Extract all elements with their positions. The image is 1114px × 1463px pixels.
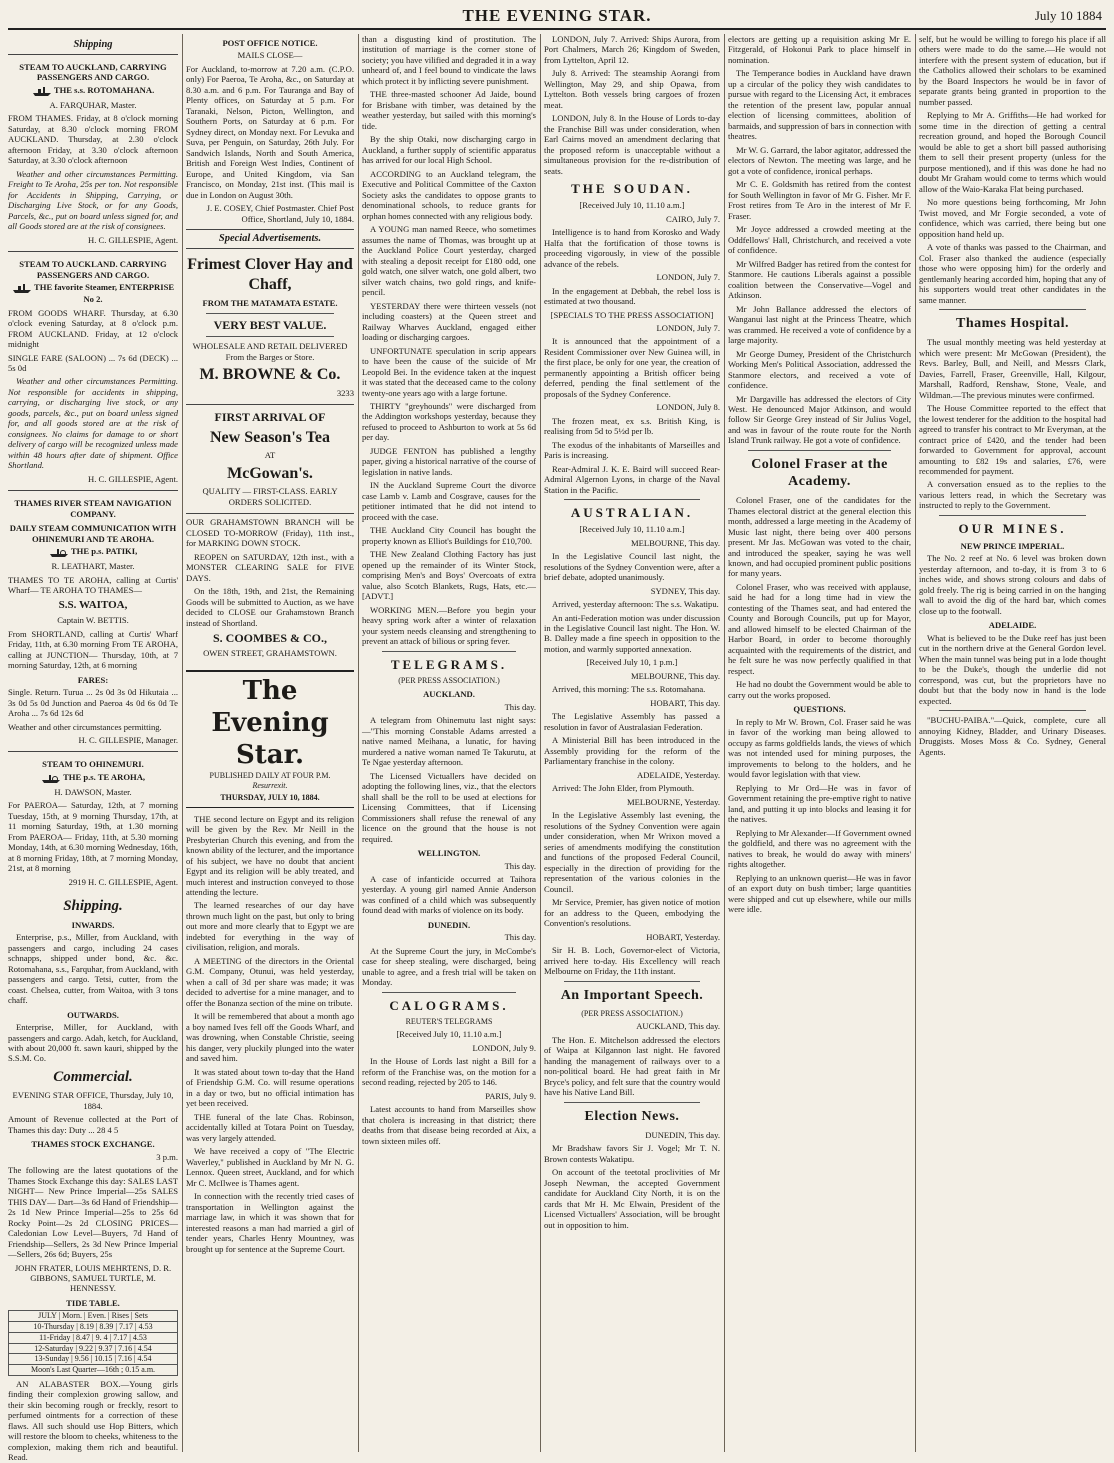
ad-title: STEAM TO AUCKLAND, CARRYING PASSENGERS AND CARGO. <box>19 61 167 83</box>
news-paragraph: Rear-Admiral J. K. E. Baird will succeed Rear-Admiral Algernon Lyons, in charge of the Naval Station in the Pacific. <box>544 463 720 495</box>
column-rule <box>358 34 359 1452</box>
news-paragraph: Mr Dargaville has addressed the electors of City West. He denounced Major Atkinson, and would follow Sir George Grey instead of Sir Julius Vogel, and was in favour of the route route for the North Island Trunk railway. He got a vote of confidence. <box>728 393 911 446</box>
mine-heading: ADELAIDE. <box>988 620 1037 631</box>
masthead-date: July 10 1884 <box>1034 8 1102 23</box>
outwards-text: Enterprise, Miller, for Auckland, with passengers and cargo. Adah, ketch, for Auckland, with about 20,000 ft. sawn kauri, shipped by the S.S.M. Co. <box>8 1022 178 1064</box>
ad-merchant: M. BROWNE & Co. <box>199 366 341 384</box>
dateline: LONDON, July 9. <box>472 1042 536 1053</box>
news-paragraph: A case of infanticide occurred at Taihora yesterday. A young girl named Annie Anderson was confined of a child which was subsequently found dead with marks of violence on its body. <box>362 874 536 916</box>
ad-schedule: For PAEROA— Saturday, 12th, at 7 morning Tuesday, 15th, at 9 morning Thursday, 17th, at 11 morning Saturday, 19th, at 1.30 morning From PAEROA— Friday, 11th, at 5.30 morning Monday, 14th, at 6.30 morning Wednesday, 16th, at 8 morning Friday, 18th, at 7 morning Monday, 21st, at 8 morning <box>8 800 178 874</box>
section-heading-important-speech: An Important Speech. <box>560 987 704 1003</box>
dateline: MELBOURNE, This day. <box>630 670 720 681</box>
news-paragraph: Mr C. E. Goldsmith has retired from the contest for South Wellington in favor of Mr G. Fisher. Mr F. Frost retires from Te Aro in the interest of Mr F. Fraser. <box>728 179 911 221</box>
ad-headline: New Season's Tea <box>209 428 331 446</box>
ad-number: 3233 <box>336 387 354 398</box>
ad-headline: Frimest Clover Hay and Chaff, <box>187 256 353 293</box>
dateline: ADELAIDE, Yesterday. <box>637 769 720 780</box>
ad-text: On the 18th, 19th, and 21st, the Remaining Goods will be submitted to Auction, as we have decided to CLOSE our Grahamstown Branch instead of Shortland. <box>186 586 354 628</box>
ad-address: OWEN STREET, GRAHAMSTOWN. <box>203 647 337 658</box>
dateline: DUNEDIN, This day. <box>645 1129 720 1140</box>
received-line: [Received July 10, 11.10 a.m.] <box>579 200 685 211</box>
ship-line: THE favorite Steamer, ENTERPRISE No 2. <box>8 282 178 305</box>
dateline-date: This day. <box>504 701 536 712</box>
ad-route: THAMES TO TE AROHA, calling at Curtis' Wharf— TE AROHA TO THAMES— <box>8 574 178 596</box>
column-rule <box>182 34 183 1452</box>
column-5 <box>728 34 911 1454</box>
steamship-icon <box>32 85 52 97</box>
received-line: [Received July 10, 11.10 a.m.] <box>396 1029 502 1040</box>
news-paragraph: The frozen meat, ex s.s. British King, is realising from 5d to 5½d per lb. <box>544 415 720 437</box>
inwards-heading: INWARDS. <box>71 919 115 930</box>
masthead <box>8 6 1106 30</box>
paper-tagline: PUBLISHED DAILY AT FOUR P.M. <box>209 771 331 781</box>
ad-title: STEAM TO AUCKLAND. CARRYING PASSENGERS AND CARGO. <box>19 259 167 280</box>
news-paragraph: July 8. Arrived: The steamship Aorangi from Wellington, May 29, and ship Opawa, from Lyttelton. Both vessels bring cargoes of frozen meat. <box>544 68 720 110</box>
news-paragraph: The Hon. E. Mitchelson addressed the electors of Waipa at Kilgannon last night. He favored handing the management of railways over to a non-political board. He had great faith in Mr Bryce's policy, and felt sure that the country would have his Native Land Bill. <box>544 1034 720 1098</box>
tide-row: 13-Sunday | 9.56 | 10.15 | 7.16 | 4.54 <box>9 1354 178 1365</box>
ad-signature: 2919 H. C. GILLESPIE, Agent. <box>68 876 178 887</box>
fares-table: Single. Return. Turua ... 2s 0d 3s 0d Hikutaia ... 3s 0d 5s 0d Junction and Paeroa 4s 0d 6s 0d Te Aroha ... 7s 6d 12s 6d <box>8 687 178 719</box>
news-paragraph: self, but he would be willing to forego his place if all others were made to do the same.—He would not interfere with the present system of education, but if the Catholics allowed their scholars to be examined by the Board Inspectors he would be in favor of separate grants being granted in proportion to the number passed. <box>919 34 1106 107</box>
ad-rotomahana <box>8 54 178 251</box>
news-paragraph: A YOUNG man named Reece, who sometimes assumes the name of Thomas, was brought up at the Auckland Police Court yesterday, charged with stealing a deposit receipt for £180 odd, one gold watch, one silver watch, one gold albert, two silver watch chains, two gold rings, and knife-pencil. <box>362 224 536 298</box>
editorial-paragraph: THE second lecture on Egypt and its religion will be given by the Rev. Mr Neill in the Presbyterian Church this evening, and from the known ability of the lecturer, and the importance of his subject, we have no doubt that ancient Egypt and its religion will be ably treated, and much interest and instruction conveyed to those attending the lecture. <box>186 813 354 897</box>
section-heading-soudan: THE SOUDAN. <box>571 181 693 197</box>
editorial-paragraph: The learned researches of our day have thrown much light on the past, but only to bring out more and more clearly that to Egypt we are indebted for everything in the way of civilisation, religion, and morals. <box>186 900 354 953</box>
news-paragraph: A conversation ensued as to the replies to the various letters read, in which the Secretary was instructed to reply to the Government. <box>919 479 1106 511</box>
paper-date: THURSDAY, JULY 10, 1884. <box>220 792 320 802</box>
news-paragraph: LONDON, July 8. In the House of Lords to-day the Franchise Bill was under consideration, when Earl Cairns moved an amendment declaring that the proposed reform is unacceptable without a simultaneous provision for the re-distribution of seats. <box>544 113 720 176</box>
news-paragraph: Colonel Fraser, one of the candidates for the Thames electoral district at the general election this month, addressed a large meeting in the Academy of Music last night, there being over 400 persons present. Mr Jas. McGowan was voted to the chair, and introduced the speaker, saying he was well known, and had occupied prominent public positions for many years. <box>728 495 911 579</box>
news-paragraph: It is announced that the appointment of a Resident Commissioner over New Guinea will, in the first place, be only for one year, the creation of permanently appointing a British officer being deferred, pending the final settlement of the proposals of the Sydney Conference. <box>544 336 720 399</box>
news-paragraph: In the Legislative Council last night, the resolutions of the Sydney Convention were, after a brief debate, adopted unanimously. <box>544 551 720 583</box>
news-paragraph: WORKING MEN.—Before you begin your heavy spring work after a winter of relaxation your system needs cleansing and strengthening to prevent an attack of bilious or spring fever. <box>362 604 536 647</box>
news-paragraph: THE New Zealand Clothing Factory has just opened up the remainder of its Winter Stock, comprising Men's and Boys' Overcoats of extra value, also Scotch Blankets, Rugs, Hats, etc.—[ADVT.] <box>362 549 536 602</box>
editorial-paragraph: A MEETING of the directors in the Oriental G.M. Company, Otunui, was held yesterday, when a call of 3d per share was made; it was decided to advertise for a mine manager, and to offer the Bonanza section of the mine on tribute. <box>186 955 354 1008</box>
news-paragraph: ACCORDING to an Auckland telegram, the Executive and Political Committee of the Caxton Society asks the candidates to oppose grants to denominational schools, to reduce grants for orphan homes connected with any religious body. <box>362 168 536 221</box>
news-paragraph: YESTERDAY there were thirteen vessels (not including coasters) at the Queen street and Railway Wharves Auckland, engaged either loading or discharging cargoes. <box>362 300 536 343</box>
news-paragraph: Mr Bradshaw favors Sir J. Vogel; Mr T. N. Brown contests Wakatipu. <box>544 1143 720 1164</box>
inwards-text: Enterprise, p.s., Miller, from Auckland, with passengers and cargo, including 24 cases schnapps, shipped under bond, &c. &c. Rotomahana, s.s., Farquhar, from Auckland, with passengers and cargo. Tetsi, cutter, from the coast. Chelsea, cutter, from Waitoa, with 3 tons chaff. <box>8 932 178 1006</box>
advert-hop-bitters: AN ALABASTER BOX.—Young girls finding their complexion growing sallow, and their skin becoming rough or freckly, resort to perfumed ointments for a correction of these flaws. All such should use Hop Bitters, which will restore the bloom to cheeks, whiteness to the complexion, making them rich and beautiful. Read. <box>8 1378 178 1463</box>
tide-row: 10-Thursday | 8.19 | 8.39 | 7.17 | 4.53 <box>9 1322 178 1333</box>
ad-text: OUR GRAHAMSTOWN BRANCH will be CLOSED TO-MORROW (Friday), 11th inst., for MARKING DOWN STOCK. <box>186 517 354 549</box>
ad-subline: FROM THE MATAMATA ESTATE. <box>202 298 338 309</box>
dateline: LONDON, July 8. <box>656 402 720 413</box>
news-paragraph: An anti-Federation motion was under discussion in the Legislative Council last night. The Hon. W. B. Dalley made a fine speech in opposition to the motion, and warmly supported annexation. <box>544 612 720 654</box>
editorial-paragraph: It was stated about town to-day that the Hand of Friendship G.M. Co. will resume operations in a day or two, but no official intimation has yet been received. <box>186 1066 354 1109</box>
news-paragraph: Sir H. B. Loch, Governor-elect of Victoria, arrived here to-day. His Excellency will reach Melbourne on Friday, the 11th instant. <box>544 945 720 977</box>
news-paragraph: A vote of thanks was passed to the Chairman, and Col. Fraser also thanked the audience (especially those who were opposing him) for the orderly and gentlemanly hearing accorded him, hoping that any of his supporters would treat other candidates in the same manner. <box>919 242 1106 305</box>
column-4 <box>544 34 720 1454</box>
steamship-icon <box>12 282 32 294</box>
news-paragraph: Arrived: The John Elder, from Plymouth. <box>552 783 694 794</box>
news-paragraph: Mr Wilfred Badger has retired from the contest for Stanmore. He cautions Liberals against a possible coalition between the Conservative—Vogel and Atkinson. <box>728 258 911 301</box>
ad-tea <box>186 404 354 513</box>
dateline: HOBART, This day. <box>650 697 720 708</box>
news-paragraph: The No. 2 reef at No. 6 level was broken down yesterday afternoon, and to-day, it is from 3 to 6 inches wide, and shows strong colours and dabs of gold freely. The rig is being carried in on the hanging wall to avoid the dig of the hard bar, which comes close up to the footwall. <box>919 553 1106 616</box>
ad-note: Weather and other circumstances permitting. <box>8 721 162 732</box>
ad-fares: SINGLE FARE (SALOON) ... 7s 6d (DECK) ... 5s 0d <box>8 352 178 373</box>
ad-subline: AT <box>264 450 276 461</box>
dateline: CAIRO, July 7. <box>666 213 720 224</box>
dateline: SYDNEY, This day. <box>650 585 720 596</box>
column-rule <box>915 34 916 1452</box>
column-6 <box>919 34 1106 1454</box>
news-paragraph: On account of the teetotal proclivities of Mr Joseph Newman, the accepted Government candidate for Auckland City North, it is on the cards that Mr H. Mc Elwain, President of the Licensed Victuallers' Association, will be brought out in opposition to him. <box>544 1167 720 1230</box>
ad-master: R. LEATHART, Master. <box>51 561 135 572</box>
news-paragraph: THE three-masted schooner Ad Jaide, bound for Brisbane with timber, was detained by the weather yesterday, but sailed with this morning's tide. <box>362 89 536 131</box>
ship-line: THE s.s. ROTOMAHANA. <box>8 85 178 97</box>
ship-line: THE p.s. TE AROHA, <box>8 772 178 784</box>
ad-master: H. DAWSON, Master. <box>54 787 132 797</box>
dateline-place: DUNEDIN. <box>427 919 471 930</box>
dateline: AUCKLAND, This day. <box>636 1021 720 1032</box>
ad-note: Weather and other circumstances Permitting. Freight to Te Aroha, 25s per ton. Not responsible for Accidents in Shipping, Carrying, or Discharging Live Stock, or for any Goods, Parcels, &c., put on board unless signed for, and all Goods stored are at the risk of consignees. <box>8 168 178 232</box>
dateline-place: AUCKLAND. <box>423 689 475 700</box>
ad-title: THAMES RIVER STEAM NAVIGATION COMPANY. <box>14 498 172 519</box>
column-3 <box>362 34 536 1454</box>
news-paragraph: A telegram from Ohinemutu last night says:—"This morning Constable Adams arrested a native named Meihana, a lunatic, for having murdered a native woman named Te Takurutu, at Te Ngae yesterday afternoon. <box>362 715 536 768</box>
post-office-signature: J. E. COSEY, Chief Postmaster. Chief Post Office, Shortland, July 10, 1884. <box>206 203 354 224</box>
news-paragraph: IN the Auckland Supreme Court the divorce case Lamb v. Lamb and Cosgrave, causes for the petitioner intimated that he did not intend to proceed with the case. <box>362 480 536 522</box>
news-paragraph: Mr George Dumey, President of the Christchurch Working Men's Political Association, addressed the Stanmore electors, and received a vote of confidence. <box>728 348 911 391</box>
section-heading-thames-hospital: Thames Hospital. <box>955 316 1069 332</box>
news-paragraph: Mr John Ballance addressed the electors of Wanganui last night at the Princess Theatre, which was crammed. He received a vote of confidence by a large majority. <box>728 303 911 346</box>
dateline: MELBOURNE, This day. <box>630 537 720 548</box>
news-paragraph: LONDON, July 7. Arrived: Ships Aurora, from Port Chalmers, March 26; Kingdom of Sweden, from Lyttelton, April 12. <box>544 34 720 65</box>
section-subheading: REUTER'S TELEGRAMS <box>405 1016 493 1026</box>
advert-buchu-paiba: "BUCHU-PAIBA."—Quick, complete, cure all annoying Kidney, Bladder, and Urinary Diseases. Druggists. Moses Moss & Co. Sydney, General Agents. <box>919 715 1106 757</box>
mine-heading: NEW PRINCE IMPERIAL. <box>960 540 1065 551</box>
news-paragraph: THIRTY "greyhounds" were discharged from the Addington workshops yesterday, because they refused to proceed to Ashburton to work at 5s 6d per day. <box>362 400 536 443</box>
news-paragraph: JUDGE FENTON has published a lengthy paper, giving a historical narrative of the course of legislation in native lands. <box>362 445 536 477</box>
ad-merchant: McGowan's. <box>227 464 313 482</box>
editorial-paragraph: In connection with the recently tried cases of transportation in Wellington against the marriage law, in which it was shown that for interested reasons a man had married a girl of tender years, Charles Henry Mountney, was brought up for sentence at the Supreme Court. <box>186 1191 354 1254</box>
ad-text: REOPEN on SATURDAY, 12th inst., with a MONSTER CLEARING SALE for FIVE DAYS. <box>186 551 354 583</box>
section-heading-commercial: Commercial. <box>53 1068 133 1085</box>
dateline: PARIS, July 9. <box>485 1090 536 1101</box>
fares-heading: FARES: <box>77 674 109 685</box>
section-heading-election-news: Election News. <box>584 1108 680 1124</box>
paddle-steamer-icon <box>41 772 61 784</box>
stock-exchange-text: The following are the latest quotations of the Thames Stock Exchange this day: SALES LAST NIGHT— New Prince Imperial—25s SALES THIS DAY— Dart—3s 6d Hand of Friendship—2s 1d New Prince Imperial—25s to 25s 6d Rocky Point—2s 2d CLOSING PRICES— Caledonian Low Level—Buyers, 7d Hand of Friendship—Sellers, 2s 3d New Prince Imperial—Sellers, 26s 6d; Buyers, 25s <box>8 1165 178 1260</box>
newspaper-page <box>8 6 1106 1463</box>
news-paragraph: Mr W. G. Garrard, the labor agitator, addressed the electors of Newton. The meeting was large, and he got a vote of confidence, ironical perhaps. <box>728 144 911 176</box>
ad-ohinemuri <box>8 751 178 893</box>
news-paragraph: No more questions being forthcoming, Mr John Twist moved, and Mr Forgie seconded, a vote of confidence, which was carried, there being but one opposition hand held up. <box>919 197 1106 239</box>
dateline: MELBOURNE, Yesterday. <box>626 796 720 807</box>
ad-subline: QUALITY — FIRST-CLASS. EARLY ORDERS SOLICITED. <box>202 486 338 507</box>
column-rule <box>540 34 541 1452</box>
ad-subtitle: DAILY STEAM COMMUNICATION WITH OHINEMURI AND TE AROHA. <box>9 523 177 544</box>
masthead-title: THE EVENING STAR. <box>462 6 652 25</box>
tide-table-heading: TIDE TABLE. <box>66 1297 120 1308</box>
news-paragraph: Arrived, yesterday afternoon: The s.s. Wakatipu. <box>552 599 719 610</box>
paper-banner <box>186 670 354 807</box>
editorial-paragraph: It will be remembered that about a month ago a boy named Ives fell off the Goods Wharf, and was drowning, when Constable Christie, seeing his danger, very pluckily plunged into the water and saved him. <box>186 1011 354 1064</box>
section-subheading: (PER PRESS ASSOCIATION.) <box>581 1008 683 1018</box>
questions-heading: QUESTIONS. <box>793 704 846 715</box>
section-heading-calograms: CALOGRAMS. <box>389 997 509 1013</box>
news-paragraph: At the Supreme Court the jury, in McCombe's case for sheep stealing, were discharged, being unable to agree, and a fresh trial will be taken on Monday. <box>362 945 536 988</box>
ad-enterprise <box>8 251 178 490</box>
tide-moon: Moon's Last Quarter—16th ; 0.15 a.m. <box>9 1365 178 1376</box>
news-paragraph: Mr Service, Premier, has given notice of motion for an address to the Queen, embodying the Convention's resolutions. <box>544 897 720 929</box>
ad-signature: H. C. GILLESPIE, Manager. <box>78 735 178 745</box>
news-paragraph: Replying to Mr Alexander—If Government owned the goldfield, and there was no agreement with the natives to break, he would do away with miners' rights altogether. <box>728 827 911 870</box>
editorial-paragraph: We have received a copy of "The Electric Waverley," published in Auckland by Mr N. G. Lennox. Queen street, Auckland, and for which Mr C. McIlwee is Thames agent. <box>186 1146 354 1188</box>
news-paragraph: Colonel Fraser, who was received with applause, said he had for a long time had in view the contesting of the Thames seat, and had entered the County and Borough Councils, put up for Mayor, and allowed himself to be elected Chairman of the Harbor Board, in order to become thoroughly acquainted with the requirements of the district, and he felt sure he was now perfectly qualified in that respect. <box>728 581 911 676</box>
section-heading-australian: AUSTRALIAN. <box>570 505 694 521</box>
ad-master: Captain W. BETTIS. <box>57 615 129 626</box>
column-1 <box>8 34 178 1463</box>
section-heading-special-ads: Special Advertisements. <box>186 229 354 246</box>
tide-table <box>8 1310 178 1376</box>
news-paragraph: He had no doubt the Government would be able to carry out the works proposed. <box>728 679 911 700</box>
section-subheading: (PER PRESS ASSOCIATION.) <box>398 675 500 685</box>
column-2 <box>186 34 354 1454</box>
ad-master: A. FARQUHAR, Master. <box>49 99 137 110</box>
news-paragraph: A Ministerial Bill has been introduced in the Assembly providing for the reform of the Parliamentary franchise in the colony. <box>544 735 720 767</box>
received-line: [Received July 10, 1 p.m.] <box>586 657 678 668</box>
news-paragraph: Mr Joyce addressed a crowded meeting at the Oddfellows' Hall, Christchurch, and received a vote of confidence. <box>728 224 911 256</box>
section-heading-shipping-news: Shipping. <box>63 898 123 915</box>
section-heading-our-mines: OUR MINES. <box>958 520 1067 536</box>
specials-heading: [SPECIALS TO THE PRESS ASSOCIATION] <box>550 309 714 320</box>
section-heading-colonel-fraser: Colonel Fraser at the Academy. <box>751 456 888 489</box>
news-paragraph: UNFORTUNATE speculation in scrip appears to have been the cause of the suicide of Mr Leopold Bei. In the evidence taken at the inquest it was stated that the deceased came to the colony twenty-one years ago with a large fortune. <box>362 345 536 398</box>
dateline-date: This day. <box>504 932 536 943</box>
ad-subline: VERY BEST VALUE. <box>213 317 327 332</box>
news-paragraph: THE Auckland City Council has bought the property known as Elliot's Buildings for £10,700. <box>362 525 536 546</box>
received-line: [Received July 10, 11.10 a.m.] <box>579 524 685 535</box>
column-rule <box>724 34 725 1452</box>
ad-schedule: From SHORTLAND, calling at Curtis' Wharf Friday, 11th, at 6.30 morning From TE AROHA, calling at JUNCTION— Thursday, 10th, at 7 morning Saturday, 12th, at 6 morning <box>8 628 178 671</box>
news-paragraph: Arrived, this morning: The s.s. Rotomahana. <box>552 684 706 695</box>
paper-motto: Resurrexit. <box>252 781 288 791</box>
ad-signature: H. C. GILLESPIE, Agent. <box>88 473 178 484</box>
post-office-heading: POST OFFICE NOTICE. <box>222 38 318 48</box>
ad-subline: WHOLESALE AND RETAIL DELIVERED From the Barges or Store. <box>192 341 348 362</box>
tide-row: 12-Saturday | 9.22 | 9.37 | 7.16 | 4.54 <box>9 1343 178 1354</box>
stock-exchange-heading: THAMES STOCK EXCHANGE. <box>31 1139 155 1150</box>
news-paragraph: In the engagement at Debbah, the rebel loss is estimated at two thousand. <box>544 285 720 307</box>
tide-row: 11-Friday | 8.47 | 9. 4 | 7.17 | 4.53 <box>9 1332 178 1343</box>
news-paragraph: electors are getting up a requisition asking Mr E. Fitzgerald, of Hokonui Park to place himself in nomination. <box>728 34 911 65</box>
outwards-heading: OUTWARDS. <box>67 1009 119 1020</box>
tide-header: JULY | Morn. | Even. | Rises | Sets <box>9 1311 178 1322</box>
news-paragraph: The Licensed Victuallers have decided on adopting the following lines, viz., that the electors shall shall be the roll to be used at elections for Licensing Committees, that if Licensing Commissioners shall refuse the renewal of any licence on the ground that the house is not required. <box>362 770 536 844</box>
ad-thames-river <box>8 490 178 751</box>
news-paragraph: By the ship Otaki, now discharging cargo in Auckland, a further supply of scientific apparatus has arrived for our local High School. <box>362 134 536 166</box>
ad-headline: FIRST ARRIVAL OF <box>214 410 326 425</box>
post-office-sub: MAILS CLOSE— <box>237 50 303 61</box>
news-paragraph: In the Legislative Assembly last evening, the resolutions of the Sydney Convention were again under consideration, when Mr Wrixon moved a series of amendments modifying the constitution and functions of the proposed Federal Council, especially in the direction of providing for the representation of the various colonies in the Council. <box>544 810 720 894</box>
news-paragraph: Intelligence is to hand from Korosko and Wady Halfa that the fortification of those towns is proceeding vigorously, in view of the possible advance of the rebels. <box>544 227 720 269</box>
dateline-place: WELLINGTON. <box>417 848 481 859</box>
news-paragraph: Replying to an unknown querist—He was in favor of an export duty on bush timber; large quantities were shipped and cut up elsewhere, while our mills were idle. <box>728 872 911 914</box>
news-paragraph: Replying to Mr Ord—He was in favor of Government retaining the pre-emptive right to native land, and putting it up into blocks and leasing it for the natives. <box>728 782 911 825</box>
news-paragraph: What is believed to be the Duke reef has just been cut in the northern drive at the General Gordon level. When the main tunnel was being put in a lode thought to be the Duke's, though the underlie did not correspond, was cut, but the proprietors have no doubt but that the body now in hand is the lode expected. <box>919 632 1106 706</box>
news-paragraph: The exodus of the inhabitants of Marseilles and Paris is increasing. <box>544 439 720 461</box>
ad-signature: H. C. GILLESPIE, Agent. <box>88 234 178 245</box>
ad-clover-hay <box>186 248 354 404</box>
section-heading-shipping: Shipping <box>73 39 113 50</box>
news-paragraph: In reply to Mr W. Brown, Col. Fraser said he was in favor of the working man being allowed to occupy as farms goldfields lands, the views of which was not intended used for mining purposes, the improvements to belong to the holders, and he would favor legislation with that view. <box>728 716 911 780</box>
news-paragraph: The Legislative Assembly has passed a resolution in favor of Australasian Federation. <box>544 711 720 732</box>
stock-exchange-time: 3 p.m. <box>156 1151 178 1162</box>
commercial-office: EVENING STAR OFFICE, Thursday, July 10, 1884. <box>12 1090 174 1111</box>
news-paragraph: The usual monthly meeting was held yesterday at which were present: Mr McGowan (President), the Revs. Barley, Bull, and Neill, and Messrs Clark, Davies, Farrell, Fraser, Greenville, Hall, Kilgour, Marshall, Radford, Renshaw, Stone, Veale, and Wildman.—The previous minutes were confirmed. <box>919 337 1106 400</box>
editorial-paragraph: THE funeral of the late Chas. Robinson, accidentally killed at Totara Point on Tuesday, was very largely attended. <box>186 1111 354 1143</box>
news-paragraph: than a disgusting kind of prostitution. The institution of marriage is the corner stone of society; you have vilified and degraded it in a way unheard of, and I feel bound to vindicate the laws which protect it by inflicting severe punishment. <box>362 34 536 86</box>
dateline: LONDON, July 7. <box>656 272 720 283</box>
ship-name: S.S. WAITOA, <box>58 598 128 611</box>
section-heading-telegrams: TELEGRAMS. <box>390 656 508 672</box>
ad-grahamstown <box>186 513 354 664</box>
dateline-date: This day. <box>504 860 536 871</box>
ad-schedule: FROM GOODS WHARF. Thursday, at 6.30 o'clock evening Saturday, at 8 o'clock p.m. FROM AUCKLAND. Friday, at 12 o'clock midnight <box>8 307 178 350</box>
news-paragraph: In the House of Lords last night a Bill for a reform of the Franchise was, on the motion for a second reading, rejected by 205 to 146. <box>362 1056 536 1088</box>
dateline: LONDON, July 7. <box>656 323 720 333</box>
news-paragraph: The House Committee reported to the effect that the lowest tenderer for the addition to the hospital had agreed to transfer his contract to Mr Everyman, at the contract price of £420, and the tender had been forwarded to Government for approval, account amounting to £82 19s and salaries, £76, were recommended for payment. <box>919 403 1106 476</box>
news-paragraph: Latest accounts to hand from Marseilles show that cholera is increasing in that district; there deaths from that disease being recorded at Aix, a town sixteen miles off. <box>362 1104 536 1146</box>
news-paragraph: The Temperance bodies in Auckland have drawn up a circular of the policy they wish candidates to pursue with regard to the Licensing Act, it embraces the retention of the present law, popular annual election of licensing committees, abolition of barmaids, and suppression of bars in connection with theatres. <box>728 68 911 142</box>
ad-merchant: S. COOMBES & CO., <box>212 631 327 646</box>
post-office-text: For Auckland, to-morrow at 7.20 a.m. (C.P.O. only) For Paeroa, Te Aroha, &c., on Saturday at 8.30 a.m. and 6 p.m. For Tauranga and Bay of Plenty offices, on Saturday at 5 p.m. For Taranaki, Nelson, Picton, Wellington, and Southern Ports, on Saturday at 6 p.m. For Sydney direct, on Monday next. For Levuka and Suva, per Penguin, on Saturday, 26th July. For Sandwich Islands, North and South America, British and Foreign West Indies, Continent of Europe, and United Kingdom, via San Francisco, on Monday, 21st inst. (This mail is due in London on August 30th. <box>186 63 354 200</box>
ad-title: STEAM TO OHINEMURI. <box>42 759 144 770</box>
stock-exchange-brokers: JOHN FRATER, LOUIS MEHRTENS, D. R. GIBBONS, SAMUEL TURTLE, M. HENNESSY. <box>14 1262 172 1294</box>
ship-line: THE p.s. PATIKI, <box>8 546 178 558</box>
ad-schedule: FROM THAMES. Friday, at 8 o'clock morning Saturday, at 8.30 o'clock morning FROM AUCKLAND. Thursday, at 2.30 o'clock afternoon Friday, at 3.30 o'clock afternoon Saturday, at 3.30 o'clock afternoon <box>8 113 178 166</box>
news-paragraph: Replying to Mr A. Griffiths—He had worked for some time in the direction of getting a central recreation ground, and hoped the Borough Council would be able to get a short bill passed authorising them to sell their present property (unless for the purpose mentioned), and if this was done he had no doubt Mr Graham would come to terms which would allow of the Waio-Karaka Flat being purchased. <box>919 110 1106 194</box>
paddle-steamer-icon <box>49 546 69 558</box>
ad-note: Weather and other circumstances Permitting. Not responsible for accidents in shipping, carrying, or discharging live stock, or any goods, parcels, &c., put on board unless signed for, and all goods stored are at the risk of consignees. No claims for damage to or short delivery of cargo will be recognized unless made within 48 hours after date of shipment. Office Shortland. <box>8 376 178 471</box>
commercial-text: Amount of Revenue collected at the Port of Thames this day: Duty ... 28 4 5 <box>8 1114 178 1135</box>
paper-name: The Evening Star. <box>211 676 329 770</box>
dateline: HOBART, Yesterday. <box>646 931 720 942</box>
